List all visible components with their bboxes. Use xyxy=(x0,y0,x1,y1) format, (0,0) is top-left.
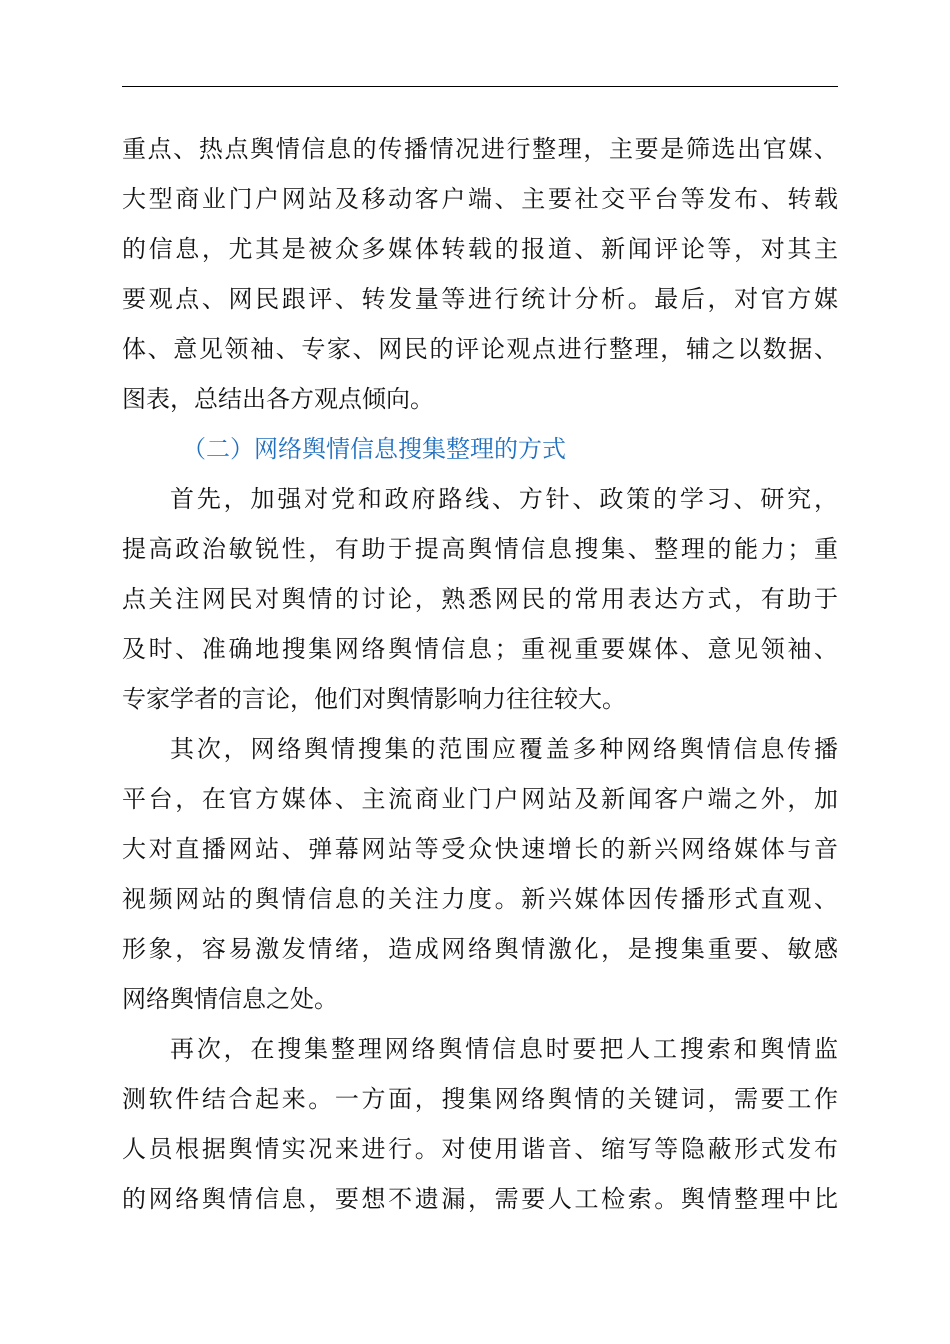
paragraph-2 xyxy=(122,474,838,724)
paragraph-line: 专家学者的言论，他们对舆情影响力往往较大。 xyxy=(122,685,626,713)
paragraph-line: 的信息，尤其是被众多媒体转载的报道、新闻评论等，对其主 xyxy=(122,235,838,263)
paragraph-line: 人员根据舆情实况来进行。对使用谐音、缩写等隐蔽形式发布 xyxy=(122,1135,838,1163)
paragraph-line: 平台，在官方媒体、主流商业门户网站及新闻客户端之外，加 xyxy=(122,785,838,813)
paragraph-line: 重点、热点舆情信息的传播情况进行整理，主要是筛选出官媒、 xyxy=(122,135,838,163)
header-rule xyxy=(122,86,838,87)
paragraph-line: 要观点、网民跟评、转发量等进行统计分析。最后，对官方媒 xyxy=(122,285,838,313)
paragraph-4 xyxy=(122,1024,838,1224)
paragraph-line: 大型商业门户网站及移动客户端、主要社交平台等发布、转载 xyxy=(122,185,838,213)
paragraph-line: 点关注网民对舆情的讨论，熟悉网民的常用表达方式，有助于 xyxy=(122,585,838,613)
paragraph-line: 大对直播网站、弹幕网站等受众快速增长的新兴网络媒体与音 xyxy=(122,835,838,863)
paragraph-line: 网络舆情信息之处。 xyxy=(122,985,338,1013)
paragraph-line: 体、意见领袖、专家、网民的评论观点进行整理，辅之以数据、 xyxy=(122,335,838,363)
paragraph-line: 形象，容易激发情绪，造成网络舆情激化，是搜集重要、敏感 xyxy=(122,935,838,963)
paragraph-line: 首先，加强对党和政府路线、方针、政策的学习、研究， xyxy=(170,485,838,513)
document-body xyxy=(122,124,838,1224)
paragraph-line: 的网络舆情信息，要想不遗漏，需要人工检索。舆情整理中比 xyxy=(122,1185,838,1213)
paragraph-line: 其次，网络舆情搜集的范围应覆盖多种网络舆情信息传播 xyxy=(170,735,838,763)
paragraph-line: 再次，在搜集整理网络舆情信息时要把人工搜索和舆情监 xyxy=(170,1035,838,1063)
paragraph-line: 测软件结合起来。一方面，搜集网络舆情的关键词，需要工作 xyxy=(122,1085,838,1113)
paragraph-line: 视频网站的舆情信息的关注力度。新兴媒体因传播形式直观、 xyxy=(122,885,838,913)
paragraph-line: 图表，总结出各方观点倾向。 xyxy=(122,385,434,413)
section-heading: （二）网络舆情信息搜集整理的方式 xyxy=(182,435,566,463)
paragraph-1 xyxy=(122,124,838,424)
paragraph-line: 及时、准确地搜集网络舆情信息；重视重要媒体、意见领袖、 xyxy=(122,635,838,663)
paragraph-line: 提高政治敏锐性，有助于提高舆情信息搜集、整理的能力；重 xyxy=(122,535,838,563)
paragraph-3 xyxy=(122,724,838,1024)
